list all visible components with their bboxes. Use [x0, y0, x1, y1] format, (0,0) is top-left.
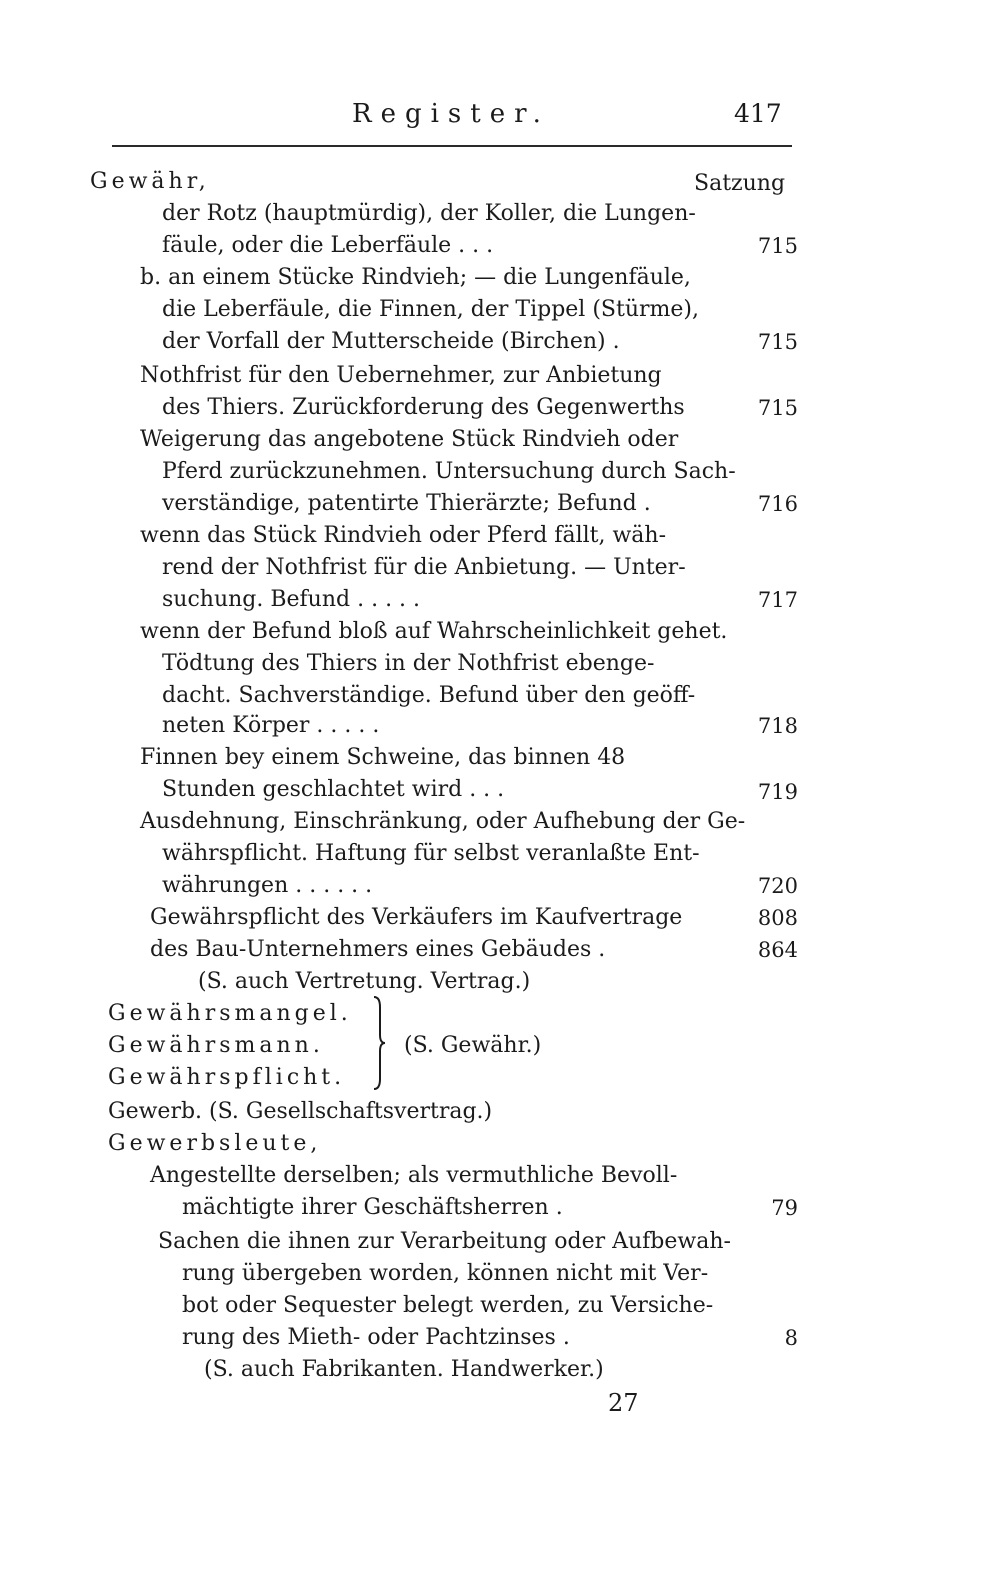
- cross-reference: (S. auch Fabrikanten. Handwerker.): [204, 1357, 604, 1382]
- page-reference: 715: [757, 396, 798, 420]
- cross-reference: (S. auch Vertretung. Vertrag.): [198, 969, 531, 994]
- running-head: Register.: [352, 99, 550, 129]
- index-line: mächtigte ihrer Geschäftsherren .: [182, 1195, 563, 1220]
- index-line: wenn der Befund bloß auf Wahrscheinlichkeit gehet.: [140, 619, 728, 644]
- index-line: Gewährspflicht des Verkäufers im Kaufvertrage: [150, 905, 683, 930]
- entry-heading: Gewähr,: [90, 169, 210, 194]
- page-reference: 718: [757, 714, 798, 738]
- page-reference: 808: [757, 906, 798, 930]
- index-line: rung übergeben worden, können nicht mit Ver-: [182, 1261, 709, 1286]
- index-line: b. an einem Stücke Rindvieh; — die Lungenfäule,: [140, 265, 691, 290]
- catchword: Satzung: [694, 171, 786, 196]
- page-reference: 8: [784, 1326, 798, 1350]
- index-line: verständige, patentirte Thierärzte; Befund .: [162, 491, 651, 516]
- page-reference: 79: [771, 1196, 798, 1220]
- index-line: neten Körper . . . . .: [162, 713, 380, 738]
- index-line: währungen . . . . . .: [162, 873, 373, 898]
- index-line: Weigerung das angebotene Stück Rindvieh oder: [140, 427, 679, 452]
- index-line: Ausdehnung, Einschränkung, oder Aufhebung der Ge-: [140, 809, 746, 834]
- entry-heading: Gewerbsleute,: [108, 1131, 322, 1156]
- entry-heading: Gewerb. (S. Gesellschaftsvertrag.): [108, 1099, 493, 1124]
- index-line: Angestellte derselben; als vermuthliche Bevoll-: [150, 1163, 678, 1188]
- index-line: Stunden geschlachtet wird . . .: [162, 777, 505, 802]
- curly-brace-icon: [372, 995, 386, 1091]
- page-reference: 864: [757, 938, 798, 962]
- index-line: Nothfrist für den Uebernehmer, zur Anbietung: [140, 363, 662, 388]
- index-line: rend der Nothfrist für die Anbietung. — Unter-: [162, 555, 686, 580]
- index-line: Finnen bey einem Schweine, das binnen 48: [140, 745, 626, 770]
- index-line: der Vorfall der Mutterscheide (Birchen) .: [162, 329, 620, 354]
- index-line: des Thiers. Zurückforderung des Gegenwerths: [162, 395, 685, 420]
- page-reference: 715: [757, 330, 798, 354]
- entry-heading: Gewährsmangel.: [108, 1001, 352, 1026]
- cross-reference: (S. Gewähr.): [404, 1033, 542, 1058]
- signature-mark: 27: [608, 1389, 639, 1417]
- entry-heading: Gewährsmann.: [108, 1033, 324, 1058]
- index-line: währspflicht. Haftung für selbst veranlaßte Ent-: [162, 841, 700, 866]
- page-reference: 716: [757, 492, 798, 516]
- index-line: suchung. Befund . . . . .: [162, 587, 421, 612]
- index-line: des Bau-Unternehmers eines Gebäudes .: [150, 937, 606, 962]
- index-line: Sachen die ihnen zur Verarbeitung oder Aufbewah-: [158, 1229, 731, 1254]
- page-number: 417: [734, 99, 782, 128]
- page-reference: 720: [757, 874, 798, 898]
- index-line: dacht. Sachverständige. Befund über den geöff-: [162, 683, 696, 708]
- index-line: wenn das Stück Rindvieh oder Pferd fällt, wäh-: [140, 523, 667, 548]
- index-line: die Leberfäule, die Finnen, der Tippel (Stürme),: [162, 297, 699, 322]
- index-line: rung des Mieth- oder Pachtzinses .: [182, 1325, 570, 1350]
- index-line: fäule, oder die Leberfäule . . .: [162, 233, 494, 258]
- page-reference: 715: [757, 234, 798, 258]
- index-line: bot oder Sequester belegt werden, zu Versiche-: [182, 1293, 714, 1318]
- header-rule: [112, 145, 792, 147]
- index-line: der Rotz (hauptmürdig), der Koller, die Lungen-: [162, 201, 696, 226]
- entry-heading: Gewährspflicht.: [108, 1065, 346, 1090]
- page-reference: 717: [757, 588, 798, 612]
- page-reference: 719: [757, 780, 798, 804]
- index-line: Pferd zurückzunehmen. Untersuchung durch Sach-: [162, 459, 736, 484]
- index-line: Tödtung des Thiers in der Nothfrist ebenge-: [162, 651, 655, 676]
